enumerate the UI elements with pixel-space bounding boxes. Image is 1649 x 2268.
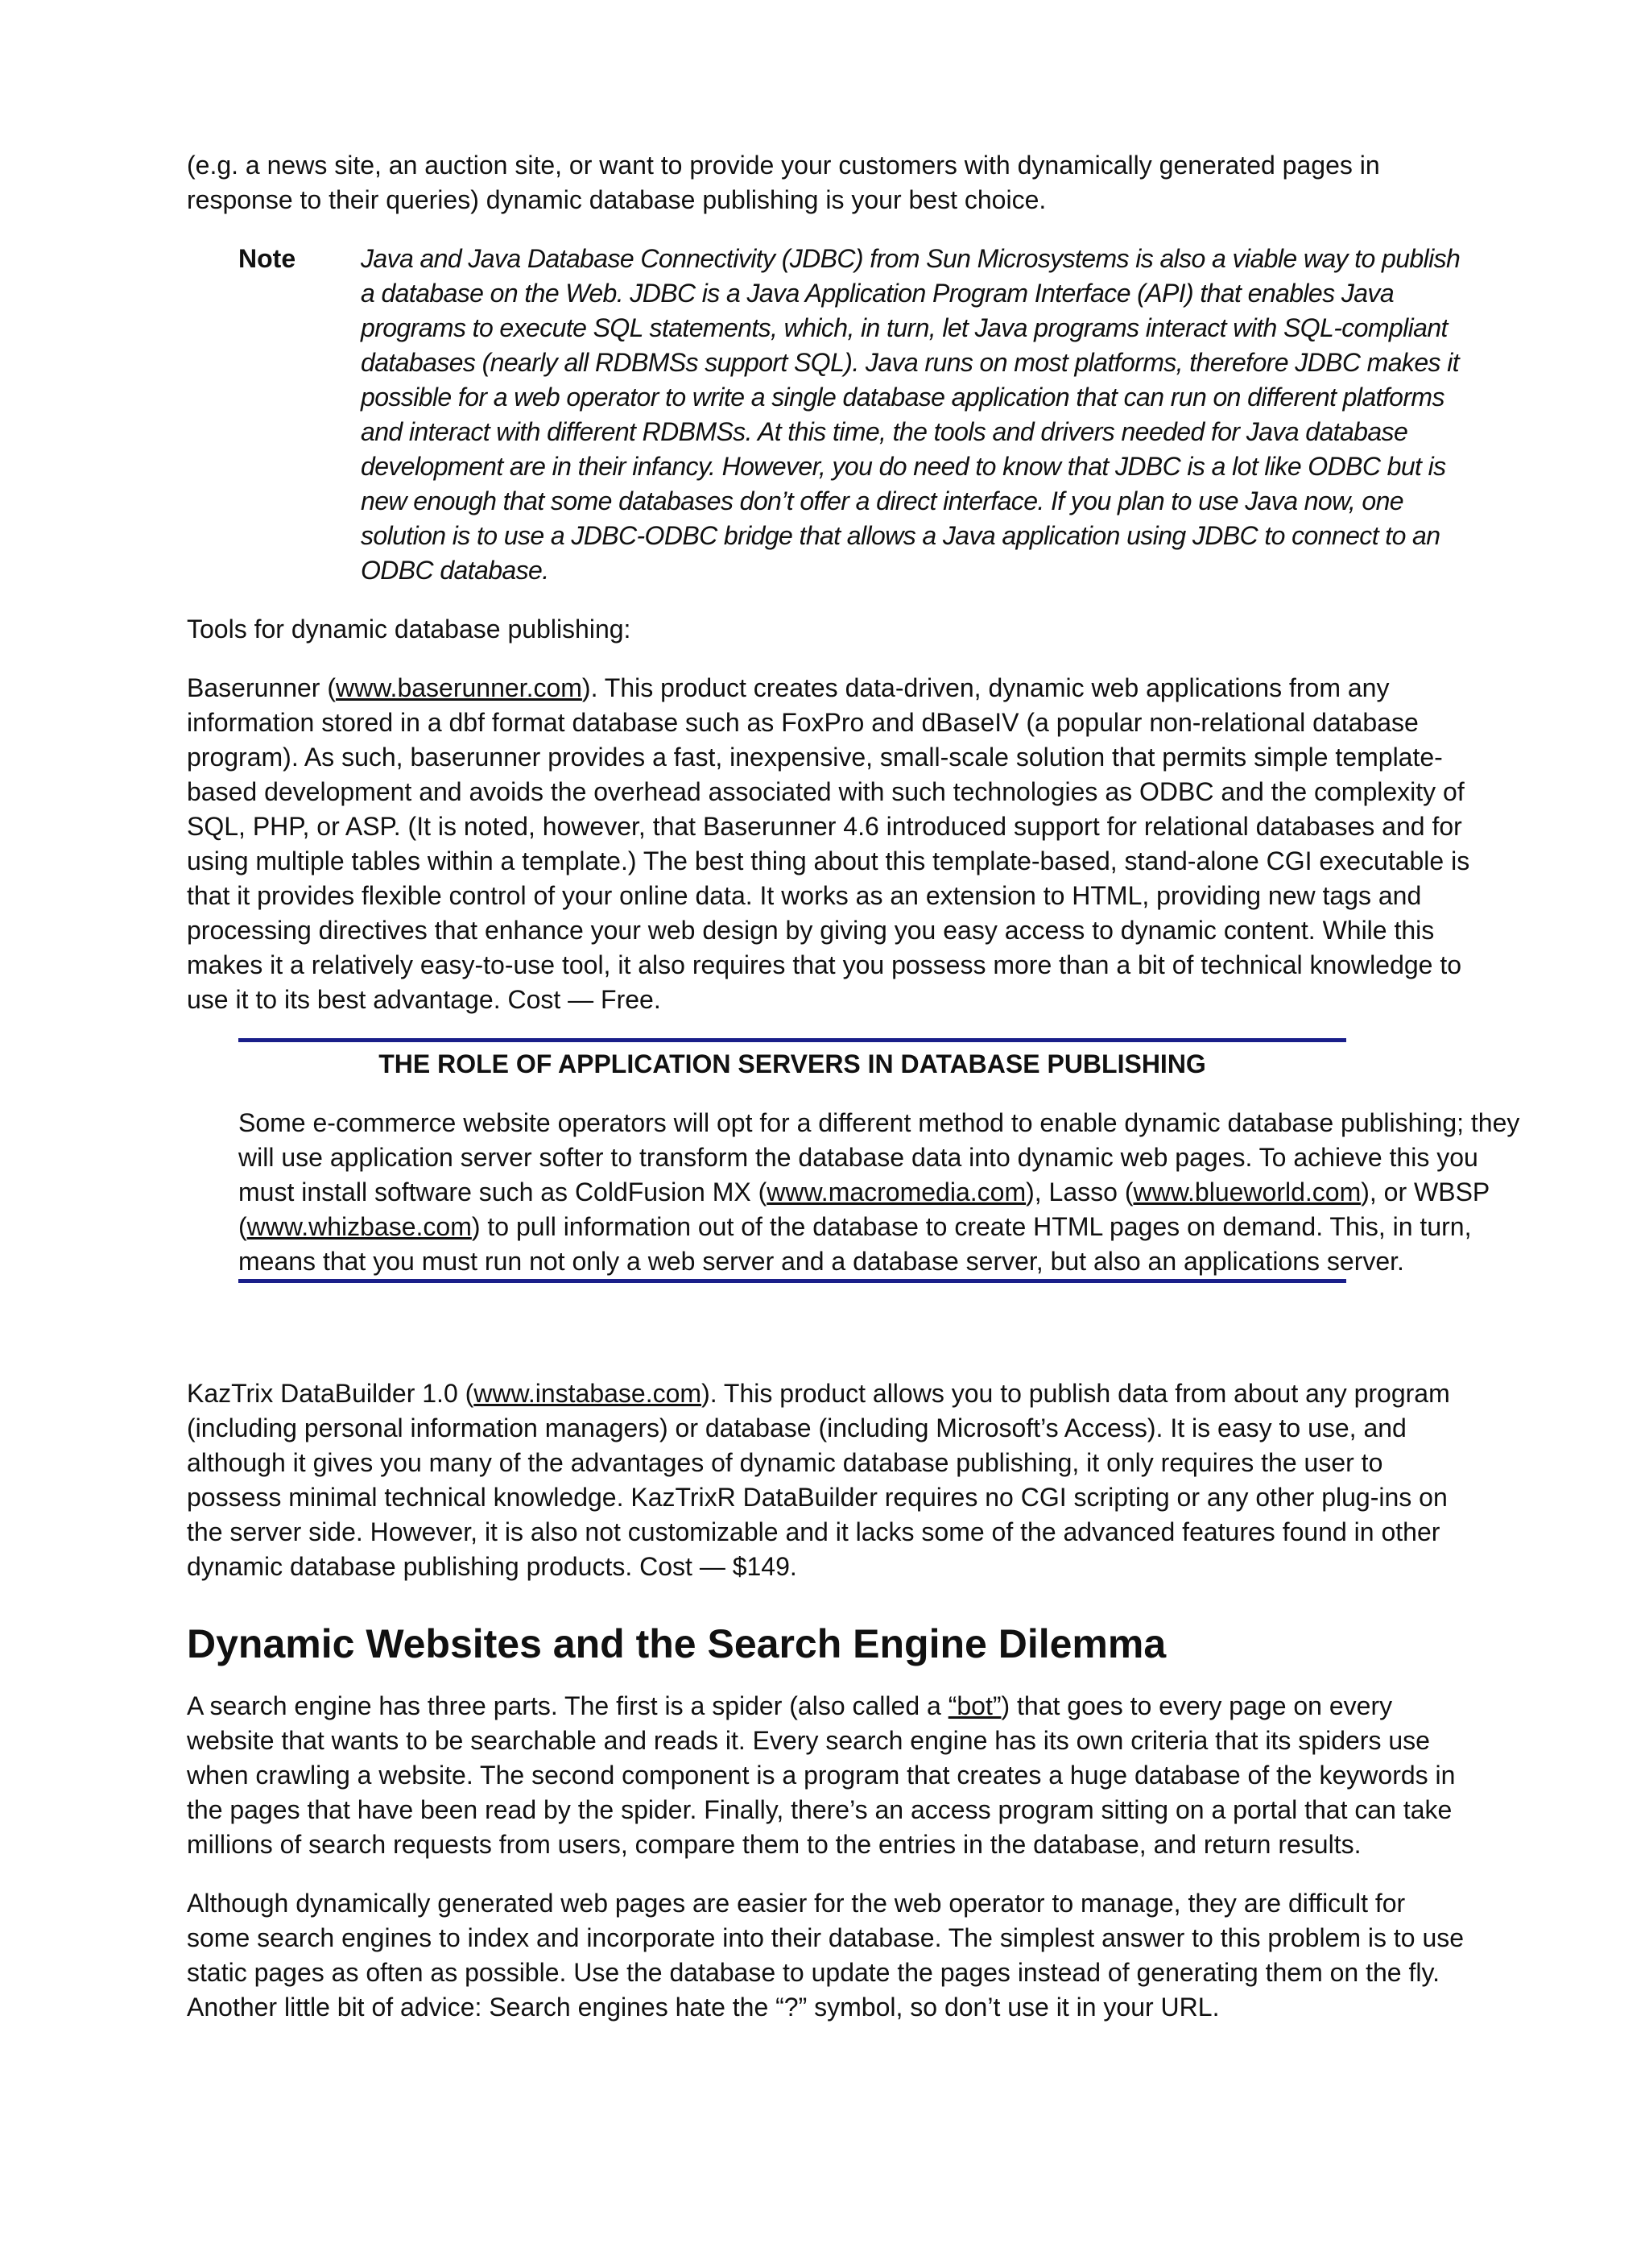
baserunner-paragraph <box>187 671 1475 1017</box>
sidebar-title: THE ROLE OF APPLICATION SERVERS IN DATABASE PUBLISHING <box>378 1049 1206 1078</box>
kaztrix-suffix: ). This product allows you to publish data from about any program (including personal information managers) or database (including Microsoft’s Access). It is easy to use, and although it gives you many of the advantages of dynamic database publishing, it only requires the user to possess minimal technical knowledge. KazTrixR DataBuilder requires no CGI scripting or any other plug-ins on the server side. However, it is also not customizable and it lacks some of the advanced features found in other dynamic database publishing products. Cost — $149. <box>187 1379 1450 1581</box>
sidebar-body <box>238 1106 1527 1279</box>
tools-heading: Tools for dynamic database publishing: <box>187 615 631 644</box>
search-p1-prefix: A search engine has three parts. The first is a spider (also called a <box>187 1691 948 1720</box>
search-engine-paragraph <box>187 1689 1475 1862</box>
macromedia-link[interactable]: www.macromedia.com <box>767 1177 1027 1206</box>
kaztrix-paragraph <box>187 1376 1475 1584</box>
section-heading: Dynamic Websites and the Search Engine Dilemma <box>187 1621 1167 1666</box>
whizbase-link[interactable]: www.whizbase.com <box>246 1212 472 1241</box>
baserunner-prefix: Baserunner ( <box>187 673 336 702</box>
document-page <box>187 148 1520 2025</box>
instabase-link[interactable]: www.instabase.com <box>473 1379 702 1408</box>
sidebar-text-1: Some e-commerce website operators will opt for a different method to enable dynamic database publishing; they will use application server softer to transform the database data into dynamic web pages. To achieve this you must install software such as ColdFusion MX ( <box>238 1108 1520 1206</box>
sidebar-text-4: ) to pull information out of the database to create HTML pages on demand. This, in turn, means that you must run not only a web server and a database server, but also an applications server. <box>238 1212 1472 1276</box>
intro-paragraph: (e.g. a news site, an auction site, or want to provide your customers with dynamically generated pages in response to their queries) dynamic database publishing is your best choice. <box>187 151 1380 214</box>
note-label: Note <box>238 244 296 273</box>
bot-link[interactable]: “bot” <box>948 1691 1002 1720</box>
sidebar-text-3: ), or WBSP ( <box>238 1177 1490 1241</box>
kaztrix-prefix: KazTrix DataBuilder 1.0 ( <box>187 1379 474 1408</box>
search-p1-suffix: ) that goes to every page on every website that wants to be searchable and reads it. Every search engine has its own criteria that its spiders use when crawling a website. The second component is a program that creates a huge database of the keywords in the pages that have been read by the spider. Finally, there’s an access program sitting on a portal that can take millions of search requests from users, compare them to the entries in the database, and return results. <box>187 1691 1456 1859</box>
baserunner-suffix: ). This product creates data-driven, dynamic web applications from any information stored in a dbf format database such as FoxPro and dBaseIV (a popular non-relational database program). As such, baserunner provides a fast, inexpensive, small-scale solution that permits simple template-based development and avoids the overhead associated with such technologies as ODBC and the complexity of SQL, PHP, or ASP. (It is noted, however, that Baserunner 4.6 introduced support for relational databases and for using multiple tables within a template.) The best thing about this template-based, stand-alone CGI executable is that it provides flexible control of your online data. It works as an extension to HTML, providing new tags and processing directives that enhance your web design by giving you easy access to dynamic content. While this makes it a relatively easy-to-use tool, it also requires that you possess more than a bit of technical knowledge to use it to its best advantage. Cost — Free. <box>187 673 1470 1014</box>
note-block <box>238 242 1475 588</box>
blueworld-link[interactable]: www.blueworld.com <box>1133 1177 1362 1206</box>
sidebar-box <box>238 1038 1520 1283</box>
dynamic-pages-paragraph: Although dynamically generated web pages are easier for the web operator to manage, they are difficult for some search engines to index and incorporate into their database. The simplest answer to this problem is to use static pages as often as possible. Use the database to update the pages instead of generating them on the fly. Another little bit of advice: Search engines hate the “?” symbol, so don’t use it in your URL. <box>187 1889 1465 2022</box>
sidebar-text-2: ), Lasso ( <box>1026 1177 1134 1206</box>
note-text: Java and Java Database Connectivity (JDBC) from Sun Microsystems is also a viable way to publish a database on the Web. JDBC is a Java Application Program Interface (API) that enables Java programs to execute SQL statements, which, in turn, let Java programs interact with SQL-compliant databases (nearly all RDBMSs support SQL). Java runs on most platforms, therefore JDBC makes it possible for a web operator to write a single database application that can run on different platforms and interact with different RDBMSs. At this time, the tools and drivers needed for Java database development are in their infancy. However, you do need to know that JDBC is a lot like ODBC but is new enough that some databases don’t offer a direct interface. If you plan to use Java now, one solution is to use a JDBC-ODBC bridge that allows a Java application using JDBC to connect to an ODBC database. <box>361 244 1461 585</box>
baserunner-link[interactable]: www.baserunner.com <box>335 673 582 702</box>
